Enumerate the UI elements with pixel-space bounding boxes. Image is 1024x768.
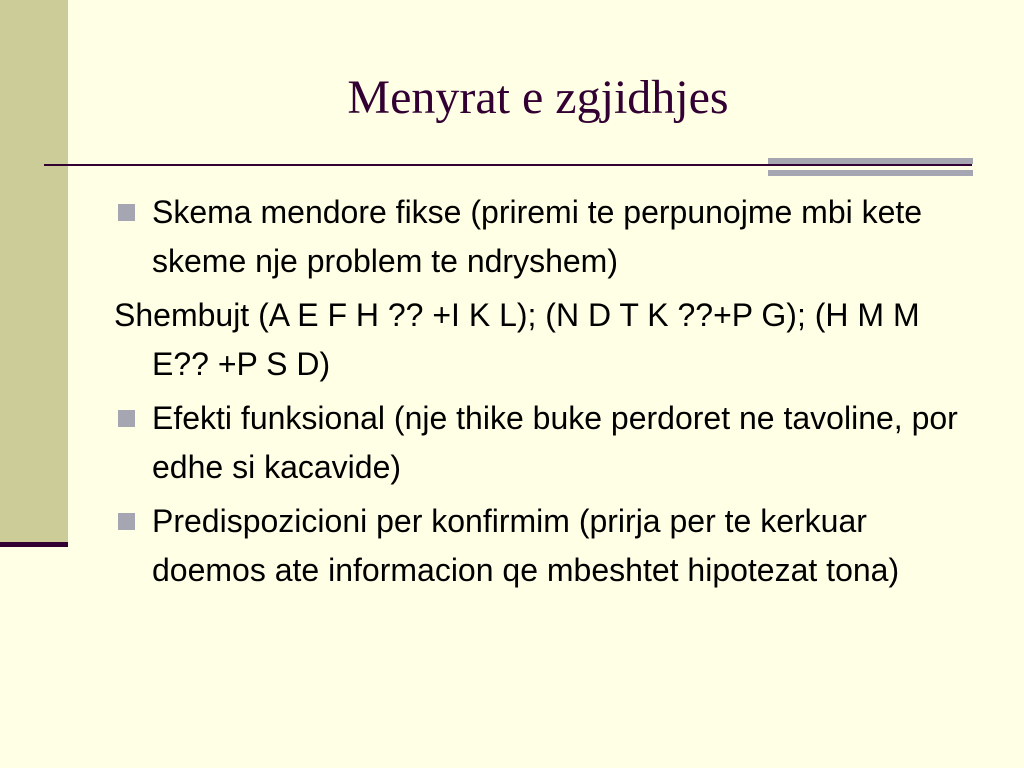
list-item	[114, 497, 974, 595]
square-bullet-icon	[118, 513, 135, 530]
bullet-list	[114, 188, 974, 600]
square-bullet-icon	[118, 204, 135, 221]
list-item	[114, 291, 974, 389]
list-item-text: Efekti funksional (nje thike buke perdoret ne tavoline, por edhe si kacavide)	[152, 400, 958, 485]
list-item-text: Skema mendore fikse (priremi te perpunojme mbi kete skeme nje problem te ndryshem)	[152, 194, 923, 279]
left-decorative-band	[0, 0, 68, 544]
title-divider	[44, 164, 972, 166]
accent-bar-top	[768, 158, 973, 164]
list-item	[114, 188, 974, 286]
left-band-rule	[0, 542, 68, 547]
list-item-text: Predispozicioni per konfirmim (prirja per te kerkuar doemos ate informacion qe mbeshtet hipotezat tona)	[152, 503, 900, 588]
accent-bar-bottom	[768, 170, 973, 176]
slide-title: Menyrat e zgjidhjes	[347, 71, 729, 124]
square-bullet-icon	[118, 410, 135, 427]
list-item	[114, 394, 974, 492]
list-item-text: Shembujt (A E F H ?? +I K L); (N D T K ??+P G); (H M M E?? +P S D)	[114, 297, 920, 382]
